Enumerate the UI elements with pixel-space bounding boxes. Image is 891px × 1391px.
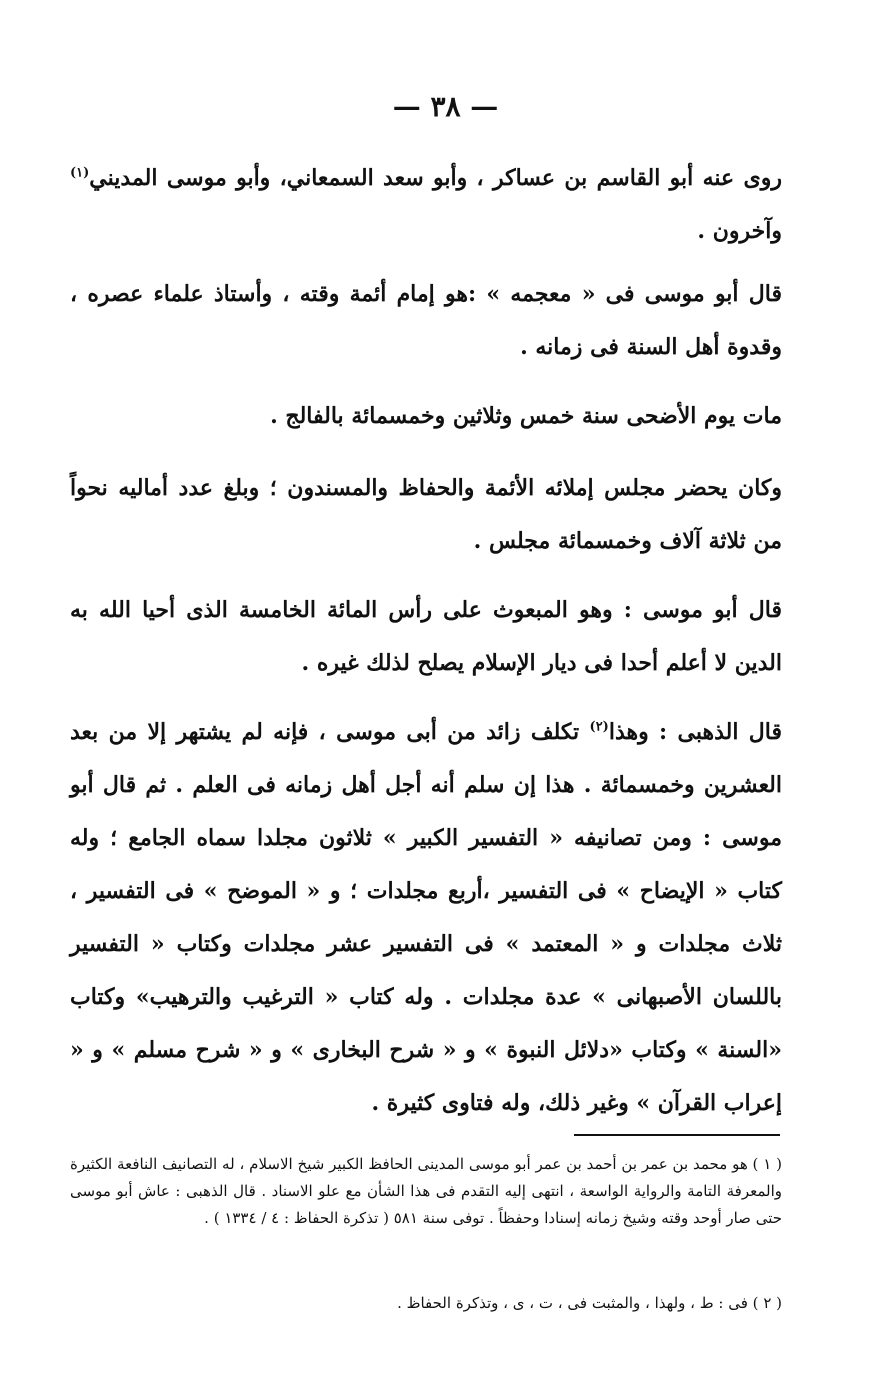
paragraph-text: روى عنه أبو القاسم بن عساكر ، وأبو سعد السمعاني، وأبو موسى المديني [89, 165, 782, 191]
paragraph-death [70, 390, 782, 443]
footnote-1 [70, 1151, 782, 1232]
paragraph-narrators [70, 152, 782, 258]
paragraph-text-tail: وآخرون . [697, 218, 782, 244]
paragraph-abu-musa-quote [70, 268, 782, 374]
footnote-reference: (٢) [589, 719, 609, 735]
paragraph-mujaddid [70, 584, 782, 690]
footnote-reference: (١) [70, 165, 90, 181]
page-number: — ٣٨ — [392, 90, 499, 123]
paragraph-text: قال أبو موسى : وهو المبعوث على رأس المائة الخامسة الذى أحيا الله به الدين لا أعلم أحدا فى ديار الإسلام يصلح لذلك غيره . [70, 597, 782, 676]
paragraph-text: مات يوم الأضحى سنة خمس وثلاثين وخمسمائة بالفالج . [270, 403, 782, 429]
paragraph-text: قال الذهبى : وهذا [608, 719, 782, 745]
paragraph-dhahabi-works [70, 706, 782, 1130]
paragraph-text-tail: تكلف زائد من أبى موسى ، فإنه لم يشتهر إلا من بعد العشرين وخمسمائة . هذا إن سلم أنه أجل أهل زمانه فى العلم . ثم قال أبو موسى : ومن تصانيفه « التفسير الكبير » ثلاثون مجلدا سماه الجامع ؛ وله كتاب « الإيضاح » فى التفسير ،أربع مجلدات ؛ و « الموضح » فى التفسير ، ثلاث مجلدات و « المعتمد » فى التفسير عشر مجلدات وكتاب « التفسير باللسان الأصبهانى » عدة مجلدات . وله كتاب « الترغيب والترهيب» وكتاب «السنة » وكتاب «دلائل النبوة » و « شرح البخارى » و « شرح مسلم » و « إعراب القرآن » وغير ذلك، وله فتاوى كثيرة . [70, 719, 782, 1116]
paragraph-text: قال أبو موسى فى « معجمه » :هو إمام أئمة وقته ، وأستاذ علماء عصره ، وقدوة أهل السنة فى زمانه . [70, 281, 782, 360]
paragraph-dictation-sessions [70, 462, 782, 568]
footnote-text: ( ١ ) هو محمد بن عمر بن أحمد بن عمر أبو موسى المدينى الحافظ الكبير شيخ الاسلام ، له التصانيف النافعة الكثيرة والمعرفة التامة والرواية الواسعة ، انتهى إليه التقدم فى هذا الشأن مع علو الاسناد . قال الذهبى : عاش أبو موسى حتى صار أوحد وقته وشيخ زمانه إسنادا وحفظاً . توفى سنة ٥٨١ ( تذكرة الحفاظ : ٤ / ١٣٣٤ ) . [70, 1155, 782, 1227]
paragraph-text: وكان يحضر مجلس إملائه الأئمة والحفاظ والمسندون ؛ وبلغ عدد أماليه نحواً من ثلاثة آلاف وخمسمائة مجلس . [70, 475, 782, 554]
footnote-divider [574, 1134, 780, 1136]
footnote-2 [70, 1290, 782, 1317]
footnote-text: ( ٢ ) فى : ط ، ولهذا ، والمثبت فى ، ت ، ى ، وتذكرة الحفاظ . [397, 1294, 782, 1312]
